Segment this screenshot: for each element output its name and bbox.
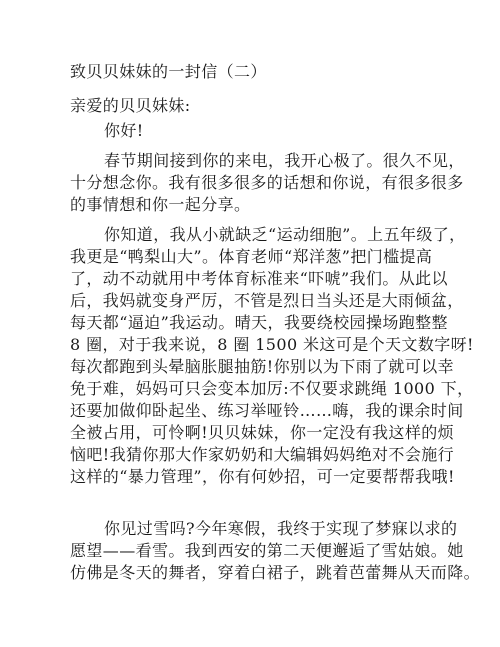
paragraph-line: 全被占用，可怜啊!贝贝妹妹，你一定没有我这样的烦 — [70, 423, 455, 442]
paragraph-line: 的事情想和你一起分享。 — [70, 195, 251, 214]
paragraph-line: 你知道，我从小就缺乏“运动细胞”。上五年级了， — [104, 225, 466, 244]
paragraph-line: 了，动不动就用中考体育标准来“吓唬”我们。从此以 — [70, 269, 448, 288]
paragraph-line: 每天都“逼迫”我运动。晴天，我要绕校园操场跑整整 — [70, 313, 448, 332]
greeting: 你好! — [104, 121, 144, 140]
paragraph-line: 春节期间接到你的来电，我开心极了。很久不见， — [104, 151, 465, 170]
paragraph-line: 这样的“暴力管理”，你有何妙招，可一定要帮帮我哦! — [70, 467, 455, 486]
paragraph-line: 每次都跑到头晕脑胀腿抽筋!你别以为下雨了就可以幸 — [70, 357, 455, 376]
salutation: 亲爱的贝贝妹妹: — [70, 96, 191, 115]
paragraph-line: 十分想念你。我有很多很多的话想和你说，有很多很多 — [70, 173, 464, 192]
paragraph-line: 免于难，妈妈可只会变本加厉:不仅要求跳绳 1000 下， — [70, 379, 474, 398]
paragraph-line: 仿佛是冬天的舞者，穿着白裙子，跳着芭蕾舞从天而降。 — [70, 563, 481, 582]
paragraph-line: 我更是“鸭梨山大”。体育老师“郑洋葱”把门槛提高 — [70, 247, 433, 266]
paragraph-line: 还要加做仰卧起坐、练习举哑铃……嗨，我的课余时间 — [70, 401, 464, 420]
paragraph-line: 8 圈，对于我来说，8 圈 1500 米这可是个天文数字呀! — [70, 335, 474, 354]
paragraph-line: 愿望——看雪。我到西安的第二天便邂逅了雪姑娘。她 — [70, 541, 464, 560]
paragraph-line: 恼吧!我猜你那大作家奶奶和大编辑妈妈绝对不会施行 — [70, 445, 455, 464]
letter-title: 致贝贝妹妹的一封信（二） — [70, 62, 267, 81]
paragraph-line: 你见过雪吗?今年寒假，我终于实现了梦寐以求的 — [104, 519, 458, 538]
paragraph-line: 后，我妈就变身严厉，不管是烈日当头还是大雨倾盆， — [70, 291, 464, 310]
